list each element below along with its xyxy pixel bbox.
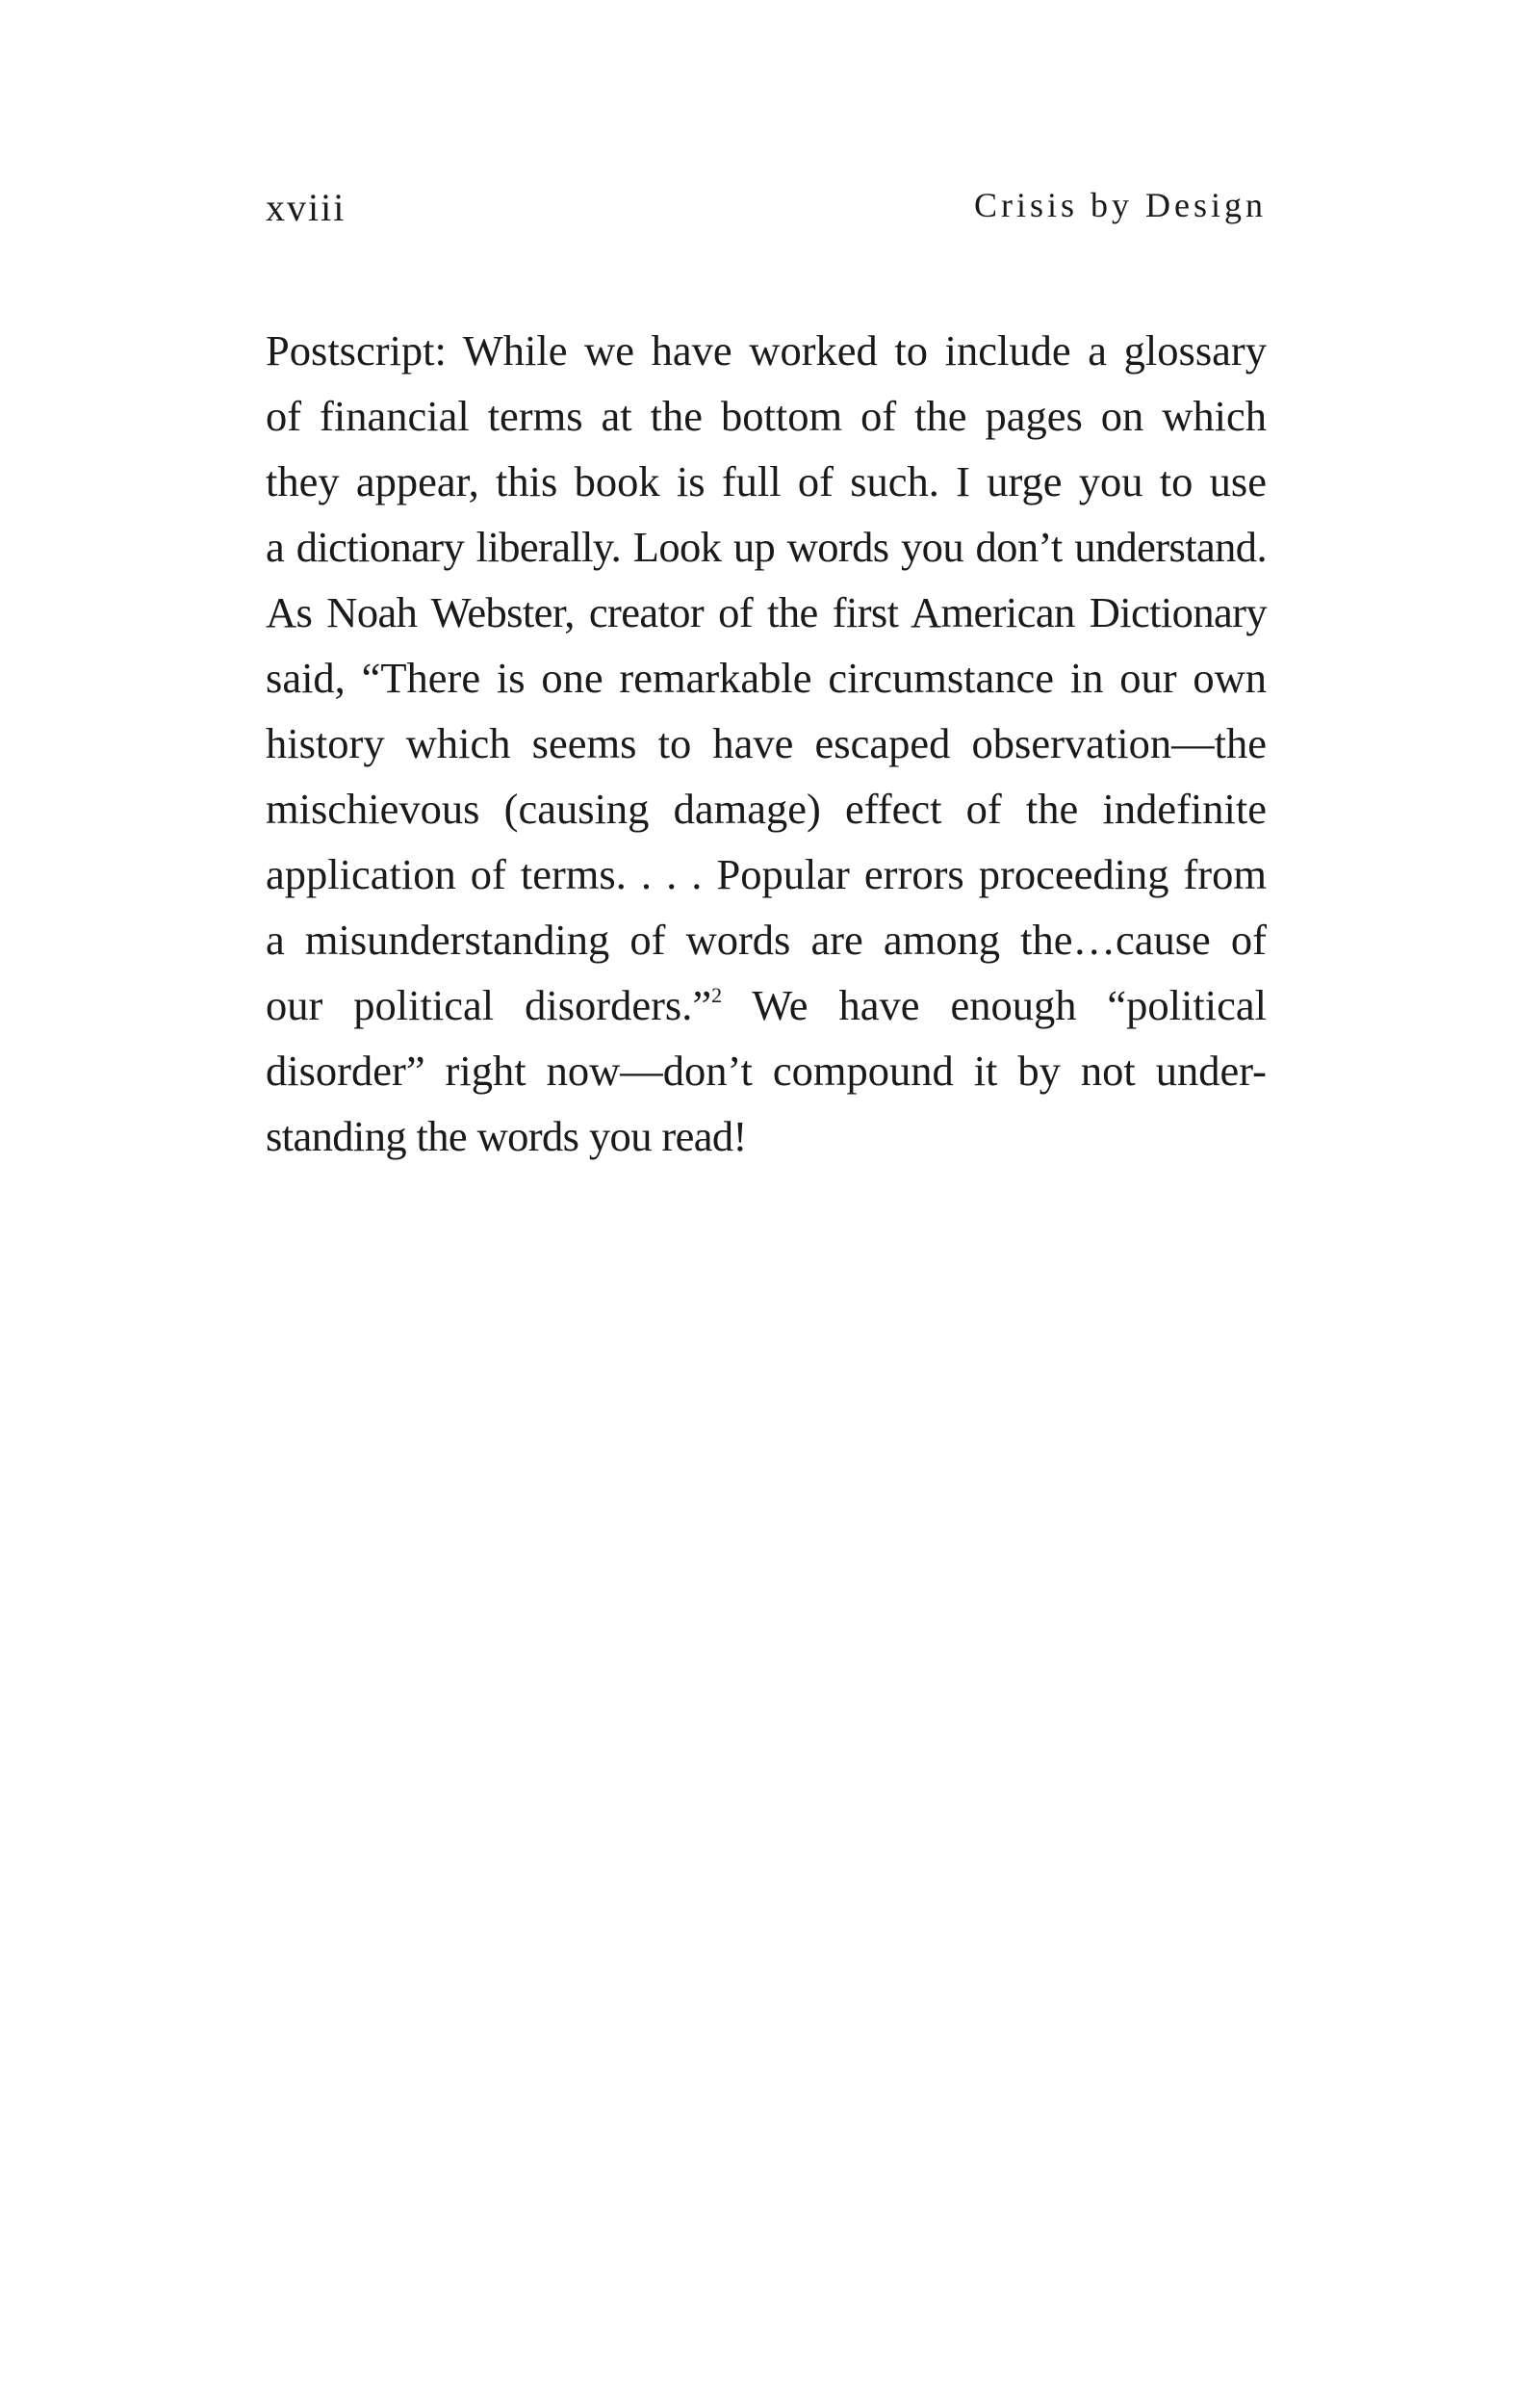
text-line: As Noah Webster, creator of the first American Dictionary bbox=[266, 588, 1267, 636]
text-line: they appear, this book is full of such. I urge you to use bbox=[266, 457, 1267, 505]
text-line: said, “There is one remarkable circumstance in our own bbox=[266, 654, 1267, 702]
text-line: a misunderstanding of words are among the…cause of bbox=[266, 916, 1267, 964]
running-title: Crisis by Design bbox=[973, 186, 1267, 224]
text-line: Postscript: While we have worked to include a glossary bbox=[266, 326, 1267, 375]
text-segment: We have enough “political bbox=[722, 981, 1268, 1029]
text-line: mischievous (causing damage) effect of the indefinite bbox=[266, 785, 1267, 833]
text-line: application of terms. . . . Popular errors proceeding from bbox=[266, 850, 1267, 898]
postscript-paragraph bbox=[266, 318, 1267, 1169]
text-line: history which seems to have escaped observation—the bbox=[266, 719, 1267, 767]
text-segment: our political disorders.” bbox=[266, 981, 712, 1029]
footnote-marker: 2 bbox=[711, 983, 723, 1007]
page-number: xviii bbox=[266, 186, 346, 229]
text-line: a dictionary liberally. Look up words you don’t understand. bbox=[266, 523, 1267, 571]
text-line-with-footnote bbox=[266, 972, 1267, 1038]
text-line: disorder” right now—don’t compound it by not under- bbox=[266, 1047, 1267, 1095]
running-head bbox=[266, 185, 1267, 233]
text-line: standing the words you read! bbox=[266, 1112, 747, 1160]
text-line: of financial terms at the bottom of the pages on which bbox=[266, 392, 1267, 440]
